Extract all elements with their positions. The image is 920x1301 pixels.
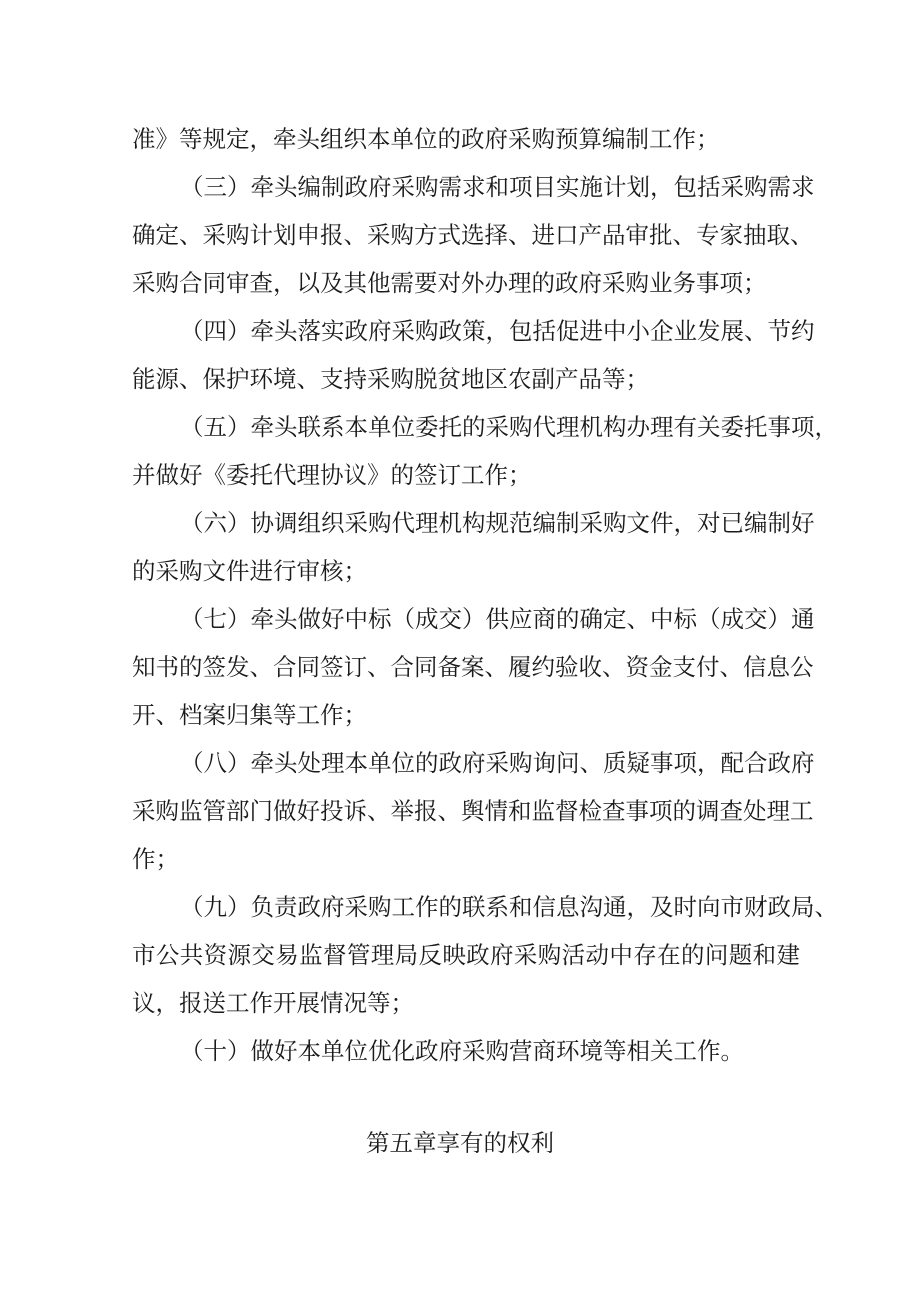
paragraph-line: （六）协调组织采购代理机构规范编制采购文件，对已编制好: [180, 509, 815, 537]
paragraph-line: （三）牵头编制政府采购需求和项目实施计划，包括采购需求: [180, 173, 815, 201]
paragraph-line: 并做好《委托代理协议》的签订工作；: [132, 461, 532, 489]
paragraph-line: 的采购文件进行审核；: [132, 557, 367, 585]
paragraph-line: （九）负责政府采购工作的联系和信息沟通，及时向市财政局、: [180, 893, 838, 921]
paragraph-line: （四）牵头落实政府采购政策，包括促进中小企业发展、节约: [180, 317, 815, 345]
paragraph-line: 确定、采购计划申报、采购方式选择、进口产品审批、专家抽取、: [132, 221, 814, 249]
paragraph-line: （七）牵头做好中标（成交）供应商的确定、中标（成交）通: [180, 605, 815, 633]
paragraph-line: 议，报送工作开展情况等；: [132, 989, 414, 1017]
chapter-heading: 第五章享有的权利: [366, 1129, 554, 1157]
paragraph-line: （五）牵头联系本单位委托的采购代理机构办理有关委托事项，: [180, 413, 838, 441]
paragraph-line: 作；: [132, 845, 179, 873]
paragraph-line: 采购合同审查，以及其他需要对外办理的政府采购业务事项；: [132, 269, 767, 297]
paragraph-line: （十）做好本单位优化政府采购营商环境等相关工作。: [180, 1037, 744, 1065]
paragraph-line: 知书的签发、合同签订、合同备案、履约验收、资金支付、信息公: [132, 653, 814, 681]
paragraph-line: 开、档案归集等工作；: [132, 701, 367, 729]
paragraph-line: 能源、保护环境、支持采购脱贫地区农副产品等；: [132, 365, 649, 393]
paragraph-line: 采购监管部门做好投诉、举报、舆情和监督检查事项的调查处理工: [132, 797, 814, 825]
paragraph-line: 准》等规定，牵头组织本单位的政府采购预算编制工作；: [132, 125, 720, 153]
paragraph-line: （八）牵头处理本单位的政府采购询问、质疑事项，配合政府: [180, 749, 815, 777]
paragraph-line: 市公共资源交易监督管理局反映政府采购活动中存在的问题和建: [132, 941, 800, 969]
